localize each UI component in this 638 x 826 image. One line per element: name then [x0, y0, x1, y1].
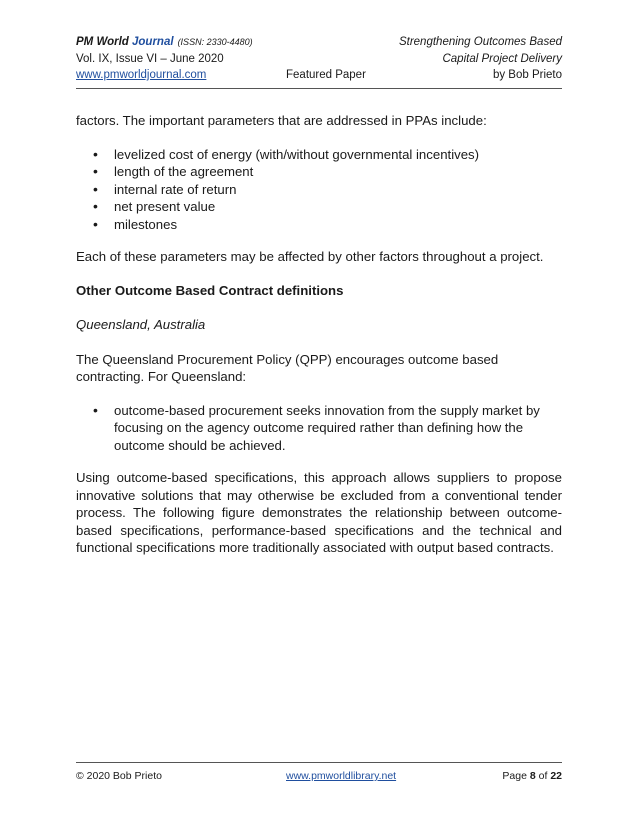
journal-label: Journal: [132, 36, 174, 48]
section-subheading: Queensland, Australia: [76, 317, 206, 332]
author-byline: by Bob Prieto: [492, 69, 562, 81]
journal-url-link[interactable]: www.pmworldjournal.com: [76, 69, 207, 81]
list-item: • length of the agreement: [76, 163, 562, 181]
paper-title-line1: Strengthening Outcomes Based: [398, 36, 562, 48]
journal-masthead: [76, 34, 253, 50]
paper-title-line2: Capital Project Delivery: [442, 53, 562, 65]
footer-divider: [76, 762, 562, 763]
specifications-paragraph: Using outcome-based specifications, this approach allows suppliers to propose innovative solutions that may otherwise be excluded from a conventional tender process. The following figure demonstrates the relationship between outcome-based specifications, performance-based specifications and the technical and functional specifications more traditionally associated with output based contracts.: [76, 470, 562, 555]
section-heading: Other Outcome Based Contract definitions: [76, 282, 344, 298]
page-body: [76, 112, 562, 573]
total-pages: 22: [550, 770, 562, 782]
copyright-notice: © 2020 Bob Prieto: [76, 770, 162, 782]
list-item: • outcome-based procurement seeks innovation from the supply market by focusing on the agency outcome required rather than defining how the outcome should be achieved.: [76, 402, 562, 455]
page-label: Page: [502, 770, 527, 782]
pm-world-label: PM World: [76, 36, 129, 48]
intro-paragraph: factors. The important parameters that are addressed in PPAs include:: [76, 113, 487, 128]
list-item: • internal rate of return: [76, 181, 562, 199]
issn-label: (ISSN: 2330-4480): [177, 37, 253, 47]
current-page-number: 8: [529, 770, 536, 782]
page-number-indicator: [502, 769, 562, 783]
of-label: of: [538, 770, 548, 782]
library-url-link[interactable]: www.pmworldlibrary.net: [286, 770, 397, 782]
qpp-bullets-list: [76, 402, 562, 455]
list-item: • levelized cost of energy (with/without governmental incentives): [76, 146, 562, 164]
header-divider: [76, 88, 562, 89]
page-header: [76, 34, 562, 84]
ppa-parameters-list: [76, 146, 562, 234]
qpp-paragraph: The Queensland Procurement Policy (QPP) encourages outcome based contracting. For Queensland:: [76, 351, 499, 384]
parameters-affected-paragraph: Each of these parameters may be affected by other factors throughout a project.: [76, 249, 544, 264]
volume-issue: Vol. IX, Issue VI – June 2020: [76, 53, 224, 65]
list-item: • net present value: [76, 198, 562, 216]
list-item: • milestones: [76, 216, 562, 234]
section-label: Featured Paper: [286, 69, 366, 81]
